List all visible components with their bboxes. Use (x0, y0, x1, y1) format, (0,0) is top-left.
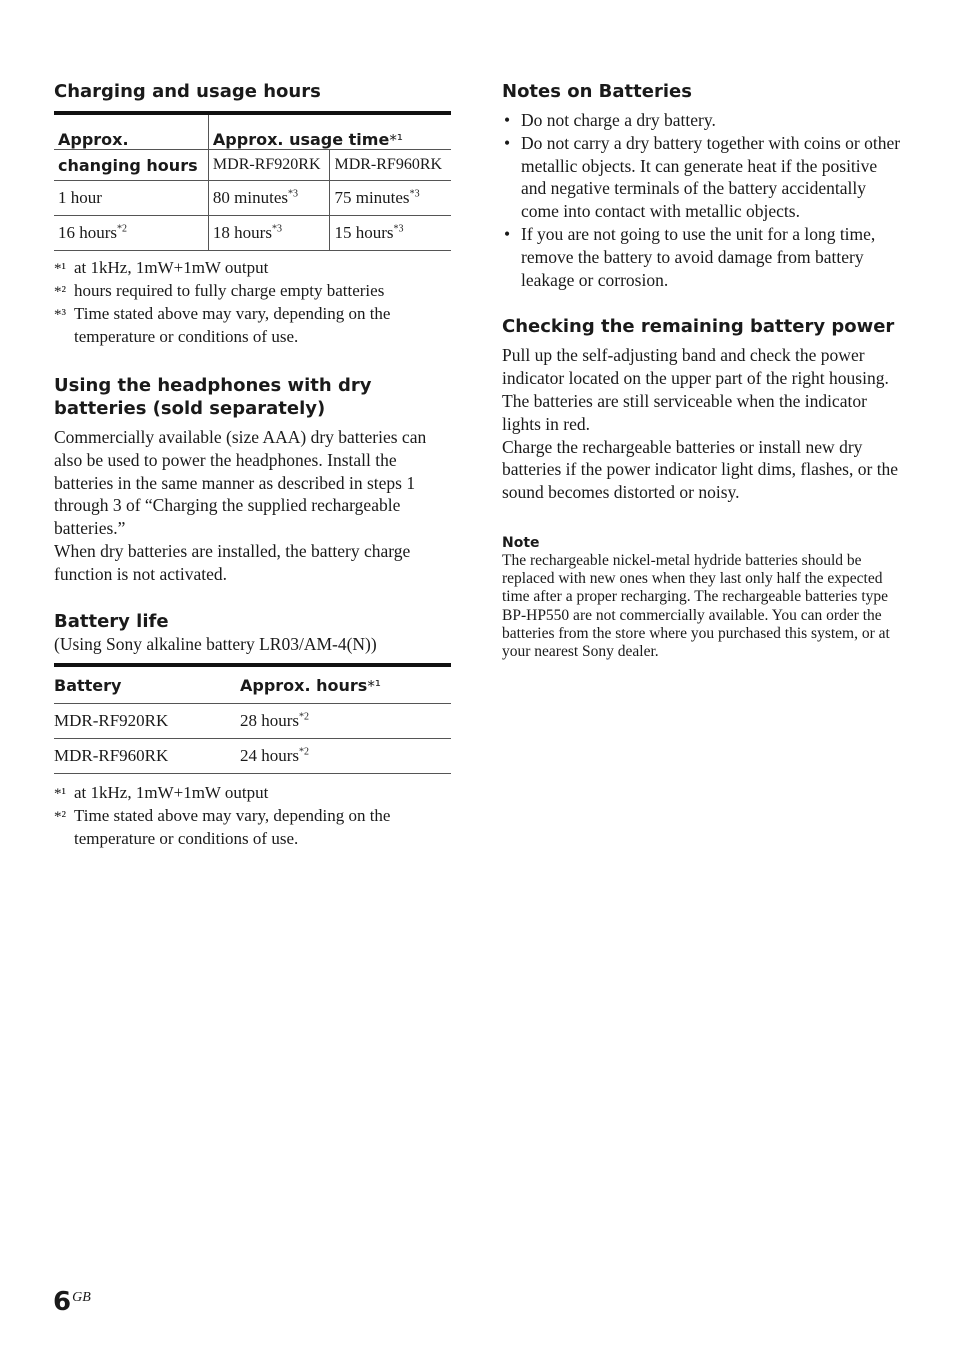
charging-footnotes (54, 257, 451, 348)
table-row (54, 739, 451, 774)
header-usage-label: Approx. usage time (212, 130, 390, 149)
usage-value: 18 hours (212, 223, 272, 242)
hours-mark: *2 (299, 746, 310, 758)
header-approx: Approx. (54, 113, 208, 150)
battery-life-footnotes (54, 782, 451, 850)
header-hours-mark: *¹ (367, 676, 381, 695)
charge-value: 1 hour (58, 188, 102, 207)
hours-cell (240, 704, 451, 739)
footnote (54, 280, 451, 303)
hours-mark: *2 (299, 711, 310, 723)
footnote-text: hours required to fully charge empty batteries (74, 281, 385, 300)
left-column (54, 80, 451, 850)
page-suffix: GB (72, 1290, 91, 1305)
hours-value: 28 hours (240, 711, 300, 731)
footnote-mark: *² (54, 284, 66, 300)
battery-life-title: Battery life (54, 610, 169, 632)
header-usage (208, 113, 451, 150)
charge-mark: *2 (117, 223, 128, 235)
dry-batteries-title: Using the headphones with dry batteries (sold separately) (54, 375, 372, 419)
usage-mark: *3 (409, 188, 420, 200)
footnote-text: at 1kHz, 1mW+1mW output (74, 258, 269, 277)
hours-value: 24 hours (240, 746, 300, 766)
list-item: • If you are not going to use the unit for a long time, remove the battery to avoid damage from battery leakage or corrosion. (502, 223, 902, 291)
footnote (54, 782, 451, 805)
usage-mark: *3 (288, 188, 299, 200)
dry-batteries-para-2: When dry batteries are installed, the battery charge function is not activated. (54, 540, 411, 584)
hours-cell (240, 739, 451, 774)
usage-cell (330, 216, 451, 251)
charge-cell (54, 216, 208, 251)
charge-value: 16 hours (58, 223, 118, 242)
footnote-mark: *² (54, 809, 66, 826)
dry-batteries-para-1: Commercially available (size AAA) dry batteries can also be used to power the headphones. Install the batteries in the same manner as described in steps 1 through 3 of “Charging the supplied rechargeable batteries.” (54, 427, 427, 539)
footnote (54, 257, 451, 280)
battery-life-table (54, 663, 451, 774)
checking-para-2: Charge the rechargeable batteries or install new dry batteries if the power indicator light dims, flashes, or the sound becomes distorted or noisy. (502, 436, 899, 503)
model-header-2: MDR-RF960RK (330, 150, 451, 181)
model-cell: MDR-RF960RK (54, 739, 240, 774)
note-text: The rechargeable nickel-metal hydride batteries should be replaced with new ones when they last only half the expected time after a proper recharging. The rechargeable batteries type BP-HP550 are not commercially available. You can order the batteries from the store where you purchased this system, or at your nearest Sony dealer. (502, 551, 890, 660)
footnote-mark: *³ (54, 307, 66, 323)
table-row (54, 181, 451, 216)
usage-value: 80 minutes (212, 188, 289, 207)
usage-cell (330, 181, 451, 216)
model-header-1: MDR-RF920RK (208, 150, 330, 181)
usage-value: 75 minutes (334, 188, 410, 207)
charging-title: Charging and usage hours (54, 81, 321, 102)
header-charging-hours: changing hours (54, 150, 208, 181)
footnote-text: at 1kHz, 1mW+1mW output (74, 783, 269, 803)
footnote-mark: *¹ (54, 261, 66, 277)
note-heading: Note (502, 534, 540, 551)
page-number-value: 6 (53, 1287, 72, 1317)
usage-cell (208, 216, 330, 251)
charging-table (54, 111, 451, 251)
usage-mark: *3 (271, 223, 282, 235)
header-hours (240, 665, 451, 704)
notes-list (502, 109, 902, 291)
footnote-mark: *¹ (54, 786, 66, 803)
checking-title: Checking the remaining battery power (502, 316, 895, 338)
usage-value: 15 hours (334, 223, 394, 242)
page-number (53, 1287, 91, 1317)
footnote (54, 805, 451, 850)
model-cell: MDR-RF920RK (54, 704, 240, 739)
header-usage-mark: *¹ (389, 131, 403, 149)
table-row (54, 704, 451, 739)
header-hours-label: Approx. hours (240, 675, 368, 695)
notes-title: Notes on Batteries (502, 81, 692, 102)
list-item: • Do not carry a dry battery together with coins or other metallic objects. It can generate heat if the positive and negative terminals of the battery accidentally come into contact with metallic objects. (502, 132, 902, 223)
list-item: • Do not charge a dry battery. (502, 109, 902, 132)
footnote-text: Time stated above may vary, depending on the temperature or conditions of use. (74, 806, 391, 849)
header-battery: Battery (54, 665, 240, 704)
footnote (54, 303, 451, 348)
table-row (54, 216, 451, 251)
charge-cell (54, 181, 208, 216)
battery-life-subtitle: (Using Sony alkaline battery LR03/AM-4(N)) (54, 633, 377, 654)
right-column (502, 80, 902, 661)
checking-para-1: Pull up the self-adjusting band and check the power indicator located on the upper part of the right housing. The batteries are still serviceable when the indicator lights in red. (502, 345, 889, 434)
footnote-text: Time stated above may vary, depending on the temperature or conditions of use. (74, 304, 391, 346)
usage-cell (208, 181, 330, 216)
usage-mark: *3 (393, 223, 404, 235)
